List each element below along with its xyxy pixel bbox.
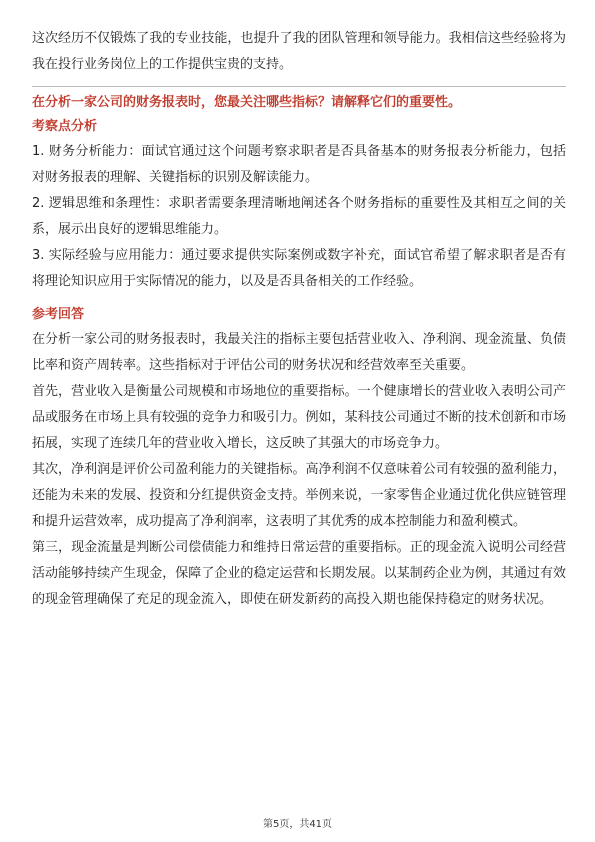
answer-paragraph: 首先，营业收入是衡量公司规模和市场地位的重要指标。一个健康增长的营业收入表明公司产品或服务在市场上具有较强的竞争力和吸引力。例如，某科技公司通过不断的技术创新和市场拓展，实现了连续几年的营业收入增长，这反映了其强大的市场竞争力。 [32,384,566,451]
page-footer: 第5页，共41页 [262,819,333,830]
section-divider [32,86,566,87]
answer-heading: 参考回答 [32,307,85,322]
answer-paragraph: 在分析一家公司的财务报表时，我最关注的指标主要包括营业收入、净利润、现金流量、负债比率和资产周转率。这些指标对于评估公司的财务状况和经营效率至关重要。 [32,332,566,373]
intro-paragraph: 这次经历不仅锻炼了我的专业技能，也提升了我的团队管理和领导能力。我相信这些经验将为我在投行业务岗位上的工作提供宝贵的支持。 [32,31,566,72]
analysis-item: 3. 实际经验与应用能力：通过要求提供实际案例或数字补充，面试官希望了解求职者是否有将理论知识应用于实际情况的能力，以及是否具备相关的工作经验。 [32,248,566,289]
answer-paragraph: 其次，净利润是评价公司盈利能力的关键指标。高净利润不仅意味着公司有较强的盈利能力，还能为未来的发展、投资和分红提供资金支持。举例来说，一家零售企业通过优化供应链管理和提升运营效率，成功提高了净利润率，这表明了其优秀的成本控制能力和盈利模式。 [32,462,566,529]
answer-paragraph: 第三，现金流量是判断公司偿债能力和维持日常运营的重要指标。正的现金流入说明公司经营活动能够持续产生现金，保障了企业的稳定运营和长期发展。以某制药企业为例，其通过有效的现金管理确保了充足的现金流入，即使在研发新药的高投入期也能保持稳定的财务状况。 [32,540,566,607]
analysis-item: 1. 财务分析能力：面试官通过这个问题考察求职者是否具备基本的财务报表分析能力，包括对财务报表的理解、关键指标的识别及解读能力。 [32,144,566,185]
interview-question: 在分析一家公司的财务报表时，您最关注哪些指标？请解释它们的重要性。 [32,95,462,110]
analysis-item: 2. 逻辑思维和条理性：求职者需要条理清晰地阐述各个财务指标的重要性及其相互之间的关系，展示出良好的逻辑思维能力。 [32,196,566,237]
page-content [32,26,566,613]
analysis-heading: 考察点分析 [32,119,98,134]
